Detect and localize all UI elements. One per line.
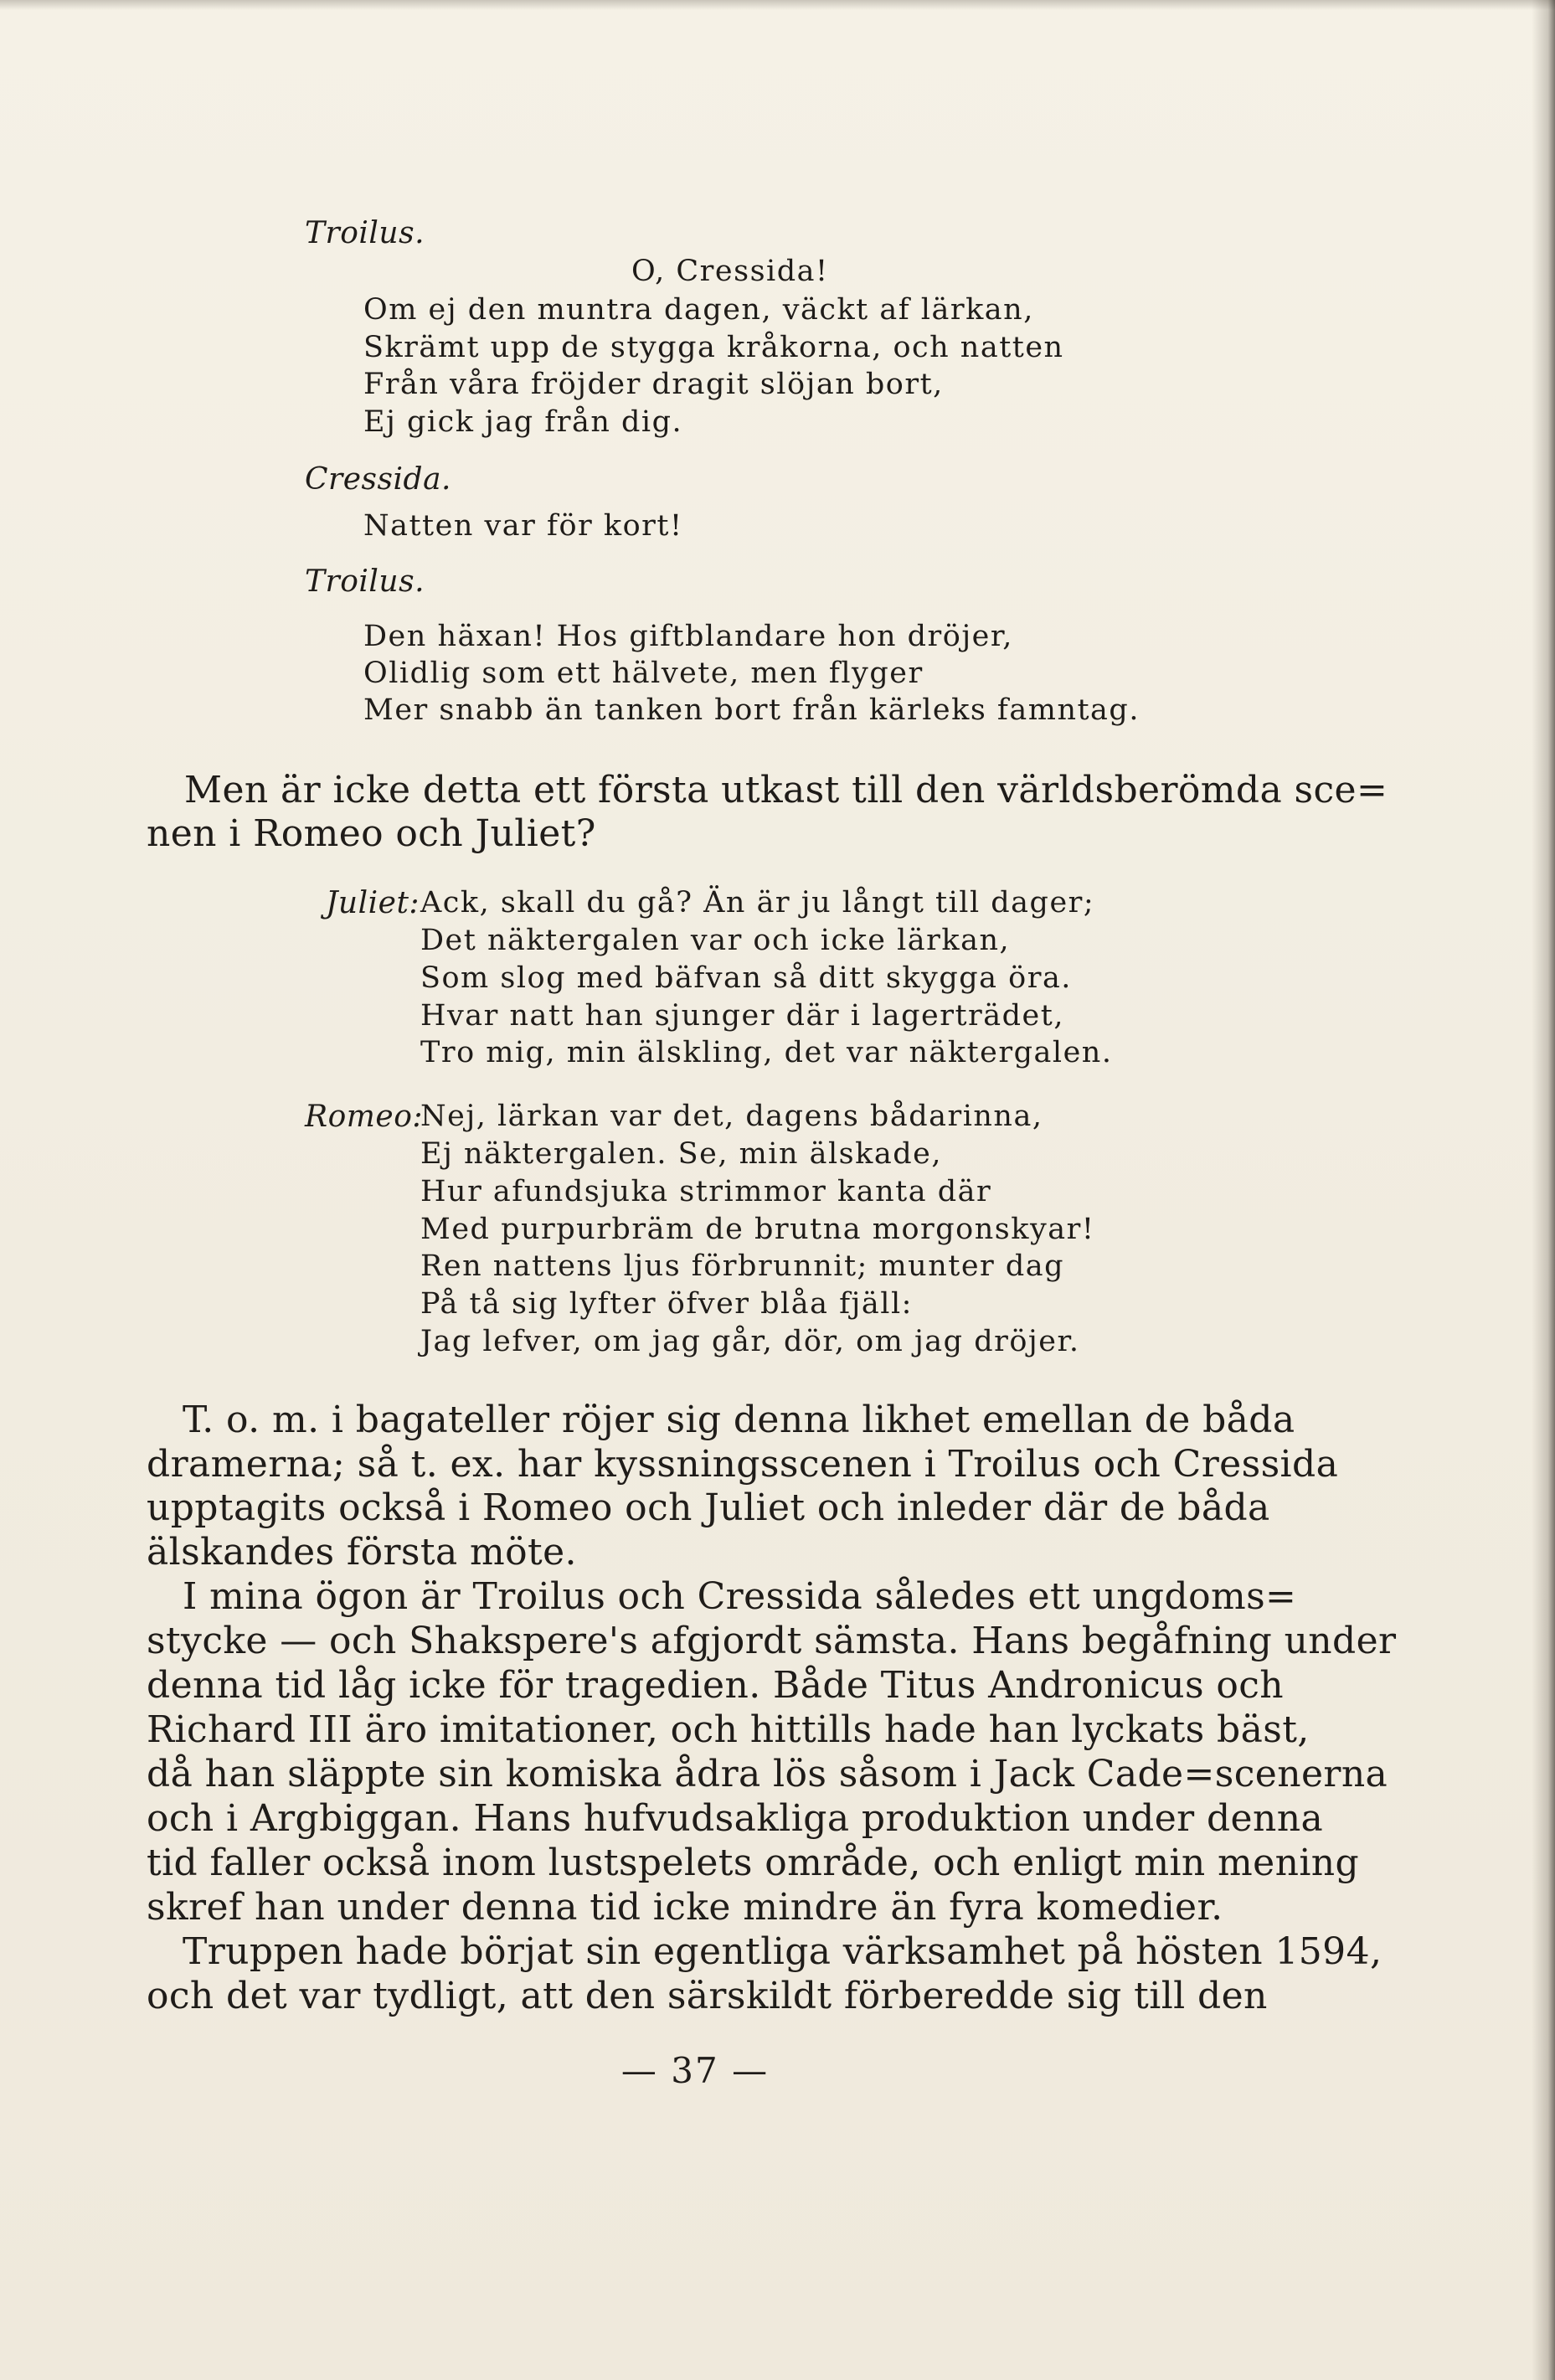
prose-line: I mina ögon är Troilus och Cressida således ett ungdoms= — [183, 1575, 1297, 1618]
prose-line: Truppen hade börjat sin egentliga värksamhet på hösten 1594, — [183, 1930, 1383, 1973]
verse-line: Ren nattens ljus förbrunnit; munter dag — [420, 1249, 1065, 1283]
verse-line: Hvar natt han sjunger där i lagerträdet, — [420, 999, 1064, 1033]
speaker-troilus: Troilus. — [305, 216, 425, 250]
page-number: — 37 — — [620, 2050, 770, 2091]
verse-line: På tå sig lyfter öfver blåa fjäll: — [420, 1287, 913, 1321]
prose-line: Men är icke detta ett första utkast till den världsberömda sce= — [184, 769, 1388, 811]
speaker-troilus: Troilus. — [305, 564, 425, 599]
speaker-cressida: Cressida. — [305, 462, 451, 497]
page-top-shadow — [0, 0, 1555, 10]
prose-line: tid faller också inom lustspelets område, och enligt min mening — [147, 1842, 1360, 1884]
speaker-romeo: Romeo: — [305, 1100, 424, 1134]
verse-line: Jag lefver, om jag går, dör, om jag dröjer. — [420, 1325, 1080, 1358]
prose-line: dramerna; så t. ex. har kyssningsscenen i Troilus och Cressida — [147, 1443, 1339, 1486]
verse-line: Ej näktergalen. Se, min älskade, — [420, 1137, 942, 1171]
prose-line: Richard III äro imitationer, och hittills hade han lyckats bäst, — [147, 1708, 1310, 1751]
prose-line: nen i Romeo och Juliet? — [147, 812, 596, 855]
verse-line: Mer snabb än tanken bort från kärleks famntag. — [363, 693, 1140, 727]
prose-line: stycke — och Shakspere's afgjordt sämsta. Hans begåfning under — [147, 1620, 1397, 1662]
prose-line: skref han under denna tid icke mindre än fyra komedier. — [147, 1886, 1223, 1929]
verse-line: Som slog med bäfvan så ditt skygga öra. — [420, 961, 1072, 995]
verse-line: Ack, skall du gå? Än är ju långt till dager; — [420, 886, 1095, 920]
verse-line: Den häxan! Hos giftblandare hon dröjer, — [363, 620, 1013, 653]
verse-line: Olidlig som ett hälvete, men flyger — [363, 657, 924, 690]
prose-line: och det var tydligt, att den särskildt förberedde sig till den — [147, 1975, 1268, 2017]
prose-line: och i Argbiggan. Hans hufvudsakliga produktion under denna — [147, 1797, 1324, 1840]
prose-line: då han släppte sin komiska ådra lös såsom i Jack Cade=scenerna — [147, 1753, 1388, 1795]
prose-line: T. o. m. i bagateller röjer sig denna likhet emellan de båda — [183, 1399, 1295, 1441]
verse-line: Om ej den muntra dagen, väckt af lärkan, — [363, 293, 1034, 327]
speaker-juliet: Juliet: — [326, 886, 420, 920]
verse-line: Ej gick jag från dig. — [363, 405, 683, 439]
verse-line: Natten var för kort! — [363, 509, 683, 543]
verse-line: Med purpurbräm de brutna morgonskyar! — [420, 1213, 1095, 1246]
prose-line: denna tid låg icke för tragedien. Både Titus Andronicus och — [147, 1664, 1284, 1707]
verse-line: Det näktergalen var och icke lärkan, — [420, 924, 1011, 957]
page-edge-shadow — [1532, 0, 1555, 2380]
prose-line: älskandes första möte. — [147, 1531, 577, 1574]
prose-line: upptagits också i Romeo och Juliet och inleder där de båda — [147, 1486, 1270, 1529]
verse-line: Skrämt upp de stygga kråkorna, och natten — [363, 331, 1064, 364]
verse-line: Tro mig, min älskling, det var näktergalen. — [420, 1036, 1113, 1069]
verse-line: Hur afundsjuka strimmor kanta där — [420, 1175, 992, 1208]
verse-line: Från våra fröjder dragit slöjan bort, — [363, 368, 944, 401]
verse-line: O, Cressida! — [631, 255, 829, 288]
verse-line: Nej, lärkan var det, dagens bådarinna, — [420, 1100, 1043, 1133]
